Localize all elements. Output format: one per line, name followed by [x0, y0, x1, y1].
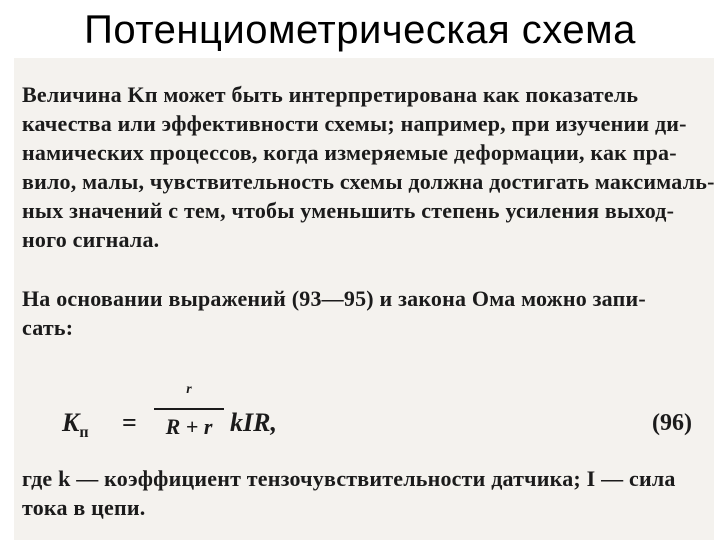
- slide-title: Потенциометрическая схема: [84, 8, 636, 52]
- formula-numerator: r: [186, 382, 192, 397]
- text-line: вило, малы, чувствительность схемы должна достигать максималь-: [22, 169, 715, 194]
- text-line: ных значений с тем, чтобы уменьшить степень усиления выход-: [22, 198, 675, 223]
- text-line: сать:: [22, 315, 74, 340]
- text-line: тока в цепи.: [22, 495, 146, 520]
- paragraph-definitions: [22, 464, 702, 522]
- text-line: качества или эффективности схемы; например, при изучении ди-: [22, 111, 687, 136]
- paragraph-ohm-law: [22, 284, 702, 342]
- text-line: На основании выражений (93—95) и закона Ома можно запи-: [22, 286, 646, 311]
- paragraph-sensitivity: [22, 80, 715, 254]
- formula-equals: =: [122, 408, 137, 437]
- formula-lhs-subscript: п: [79, 424, 89, 442]
- formula-denominator: R + r: [165, 414, 213, 439]
- formula-fraction: [154, 380, 224, 440]
- formula-lhs: [62, 408, 89, 442]
- formula-lhs-symbol: K: [62, 408, 80, 437]
- text-line: где k — коэффициент тензочувствительности датчика; I — сила: [22, 466, 676, 491]
- formula-rest: kIR,: [230, 408, 277, 437]
- text-line: ного сигнала.: [22, 227, 160, 252]
- text-line: намических процессов, когда измеряемые деформации, как пра-: [22, 140, 677, 165]
- scanned-text-excerpt: [14, 58, 714, 540]
- formula-number: (96): [652, 410, 692, 436]
- text-line: Величина Kп может быть интерпретирована как показатель: [22, 82, 639, 107]
- fraction-bar: [154, 408, 224, 410]
- formula-96: [62, 380, 702, 460]
